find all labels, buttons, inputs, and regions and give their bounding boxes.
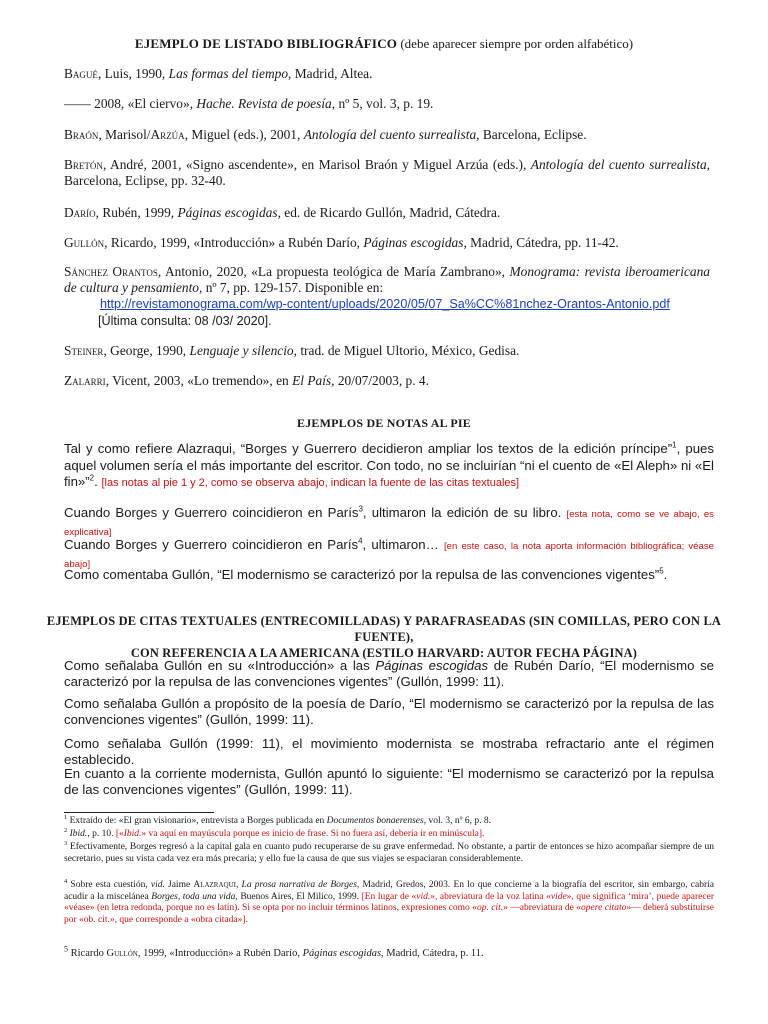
citation-paragraph-3: Como señalaba Gullón (1999: 11), el movimiento modernista se mostraba refractario ante el régimen establecido.: [64, 736, 714, 767]
example-paragraph-2: [64, 505, 714, 541]
entry-title: Monograma: revista iberoamericana de cultura y pensamiento: [64, 264, 710, 295]
entry-text: , Marisol/: [98, 127, 151, 142]
bib-entry: [64, 235, 710, 251]
bib-entry: [64, 343, 710, 359]
entry-text: , Madrid, Altea.: [288, 66, 373, 81]
entry-text: , Barcelona, Eclipse.: [476, 127, 587, 142]
entry-surname: Steiner: [64, 343, 104, 358]
example-paragraph-4: [64, 567, 714, 583]
footnote-text: , Buenos Aires, El Milico, 1999.: [235, 891, 362, 902]
paragraph-text: de Rubén Darío, “El modernismo se caracterizó por la repulsa de las convenciones vigentes” (Gullón, 1999: 11).: [64, 658, 715, 689]
entry-title: Antología del cuento surrealista: [303, 127, 477, 142]
bib-entry: [64, 66, 710, 82]
entry-surname: Sánchez Orantos: [64, 264, 158, 279]
bib-entry: [64, 157, 710, 189]
section-heading: EJEMPLOS DE NOTAS AL PIE: [297, 416, 471, 430]
footnote-author: Gullón: [106, 948, 138, 959]
entry-title: Hache. Revista de poesía: [196, 96, 332, 111]
footnote-text: Jaime: [164, 880, 194, 890]
footnote-red-note: » —abreviatura de «: [503, 903, 582, 913]
entry-title: El País: [292, 373, 332, 388]
entry-text: , 20/07/2003, p. 4.: [331, 373, 429, 388]
footnote-text: , Madrid, Gredos, 2003. En lo que concierne a la biografía del escritor, sin embargo, cabría acudir a la miscelánea: [64, 880, 714, 902]
entry-text: , nº 5, vol. 3, p. 19.: [331, 96, 434, 111]
cited-title: Páginas escogidas: [375, 658, 489, 673]
footnote-text: , 1999, «Introducción» a Rubén Darío,: [137, 948, 303, 959]
paragraph-text: , ultimaron…: [362, 537, 439, 552]
entry-text: , Ricardo, 1999, «Introducción» a Rubén Darío,: [104, 235, 364, 250]
footnote-title: Documentos bonaerenses: [326, 816, 424, 826]
citation-paragraph-2: Como señalaba Gullón a propósito de la poesía de Darío, “El modernismo se caracterizó por la repulsa de las convenciones vigentes” (Gullón, 1999: 11).: [64, 696, 714, 727]
bib-entry: [64, 127, 710, 143]
entry-dash: ——: [64, 96, 91, 111]
entry-text: , Rubén, 1999,: [95, 205, 178, 220]
paragraph-text: Como señalaba Gullón en su «Introducción» a las: [64, 658, 376, 673]
section-heading-line-1: EJEMPLOS DE CITAS TEXTUALES (ENTRECOMILLADAS) Y PARAFRASEADAS (SIN COMILLAS, PERO CON LA FUENTE),: [46, 614, 722, 644]
footnote-author: Alazraqui: [193, 880, 236, 890]
source-link[interactable]: http://revistamonograma.com/wp-content/uploads/2020/05/07_Sa%CC%81nchez-Orantos-Antonio.pdf: [100, 297, 670, 311]
entry-text: , Miguel (eds.), 2001,: [184, 127, 304, 142]
example-paragraph-1: [64, 441, 714, 492]
entry-text: , Luis, 1990,: [97, 66, 169, 81]
footnote-ref[interactable]: 2: [89, 473, 95, 483]
editor-note: [las notas al pie 1 y 2, como se observa abajo, indican la fuente de las citas textuales]: [101, 477, 520, 489]
entry-surname: Bretón: [64, 157, 103, 172]
entry-title: Las formas del tiempo: [168, 66, 289, 81]
footnote-title: Páginas escogidas: [302, 948, 382, 959]
entry-surname: Braón: [64, 127, 99, 142]
footnote-ref[interactable]: 5: [659, 566, 664, 576]
footnote-text: Sobre esta cuestión,: [67, 880, 151, 890]
footnote-3: [64, 839, 714, 865]
bib-entry: [64, 264, 710, 296]
entry-surname: Arzúa: [150, 127, 185, 142]
footnote-examples-heading: [40, 416, 728, 431]
citation-paragraph-1: [64, 658, 714, 690]
paragraph-text: .: [94, 474, 98, 489]
footnote-number: 2: [64, 826, 68, 834]
bib-entry: [64, 96, 710, 112]
bibliography-heading-note: (debe aparecer siempre por orden alfabético): [400, 36, 634, 51]
footnote-red-note: »— deberá substituirse por «ob. cit.», que corresponde a «obra citada»].: [64, 903, 714, 925]
footnote-text: , p. 10.: [87, 829, 116, 839]
entry-title: Lenguaje y silencio: [189, 343, 294, 358]
footnote-number: 5: [64, 944, 68, 954]
footnote-2: [64, 826, 714, 841]
footnote-text: Ricardo: [68, 948, 107, 959]
footnote-5: [64, 944, 714, 960]
footnote-text: , vol. 3, nº 6, p. 8.: [423, 816, 492, 826]
paragraph-text: .: [663, 567, 668, 582]
footnote-red-note: vid.: [416, 891, 431, 902]
paragraph-text: Cuando Borges y Guerrero coincidieron en París: [64, 505, 359, 520]
footnote-ref[interactable]: 1: [672, 440, 677, 450]
bibliography-heading: [40, 36, 728, 52]
entry-text: , André, 2001, «Signo ascendente», en Marisol Braón y Miguel Arzúa (eds.),: [102, 157, 531, 172]
entry-title: Páginas escogidas: [363, 235, 464, 250]
footnote-red-note: » va aquí en mayúscula porque es inicio de frase. Si no fuera así, debería ir en minúscula].: [141, 829, 485, 839]
footnote-text: ,: [235, 880, 242, 890]
footnote-4: [64, 877, 714, 926]
paragraph-text: , pues aquel volumen sería el más importante del escritor. Con todo, no se incluirían “ni el cuento de «El Aleph» ni «El fin»”: [64, 441, 714, 489]
footnote-red-note: Ibid.: [123, 829, 142, 839]
footnote-separator: [64, 812, 214, 813]
entry-text: , Antonio, 2020, «La propuesta teológica de María Zambrano»,: [157, 264, 510, 279]
footnote-title: La prosa narrativa de Borges: [241, 880, 357, 890]
editor-note: [en este caso, la nota aporta información bibliográfica; véase abajo]: [64, 541, 714, 570]
footnote-red-note: vide: [550, 891, 567, 902]
bib-entry-link-line: [100, 296, 720, 312]
paragraph-text: Cuando Borges y Guerrero coincidieron en París: [64, 537, 359, 552]
entry-text: , George, 1990,: [103, 343, 190, 358]
entry-text: , Madrid, Cátedra, pp. 11-42.: [463, 235, 619, 250]
entry-surname: Zalarri: [64, 373, 106, 388]
footnote-red-note: », abreviatura de la voz latina «: [430, 891, 551, 902]
consult-date: [Última consulta: 08 /03/ 2020].: [98, 314, 272, 328]
footnote-number: 3: [64, 839, 68, 847]
bib-entry-consult: [98, 313, 718, 329]
entry-text: , trad. de Miguel Ultorio, México, Gedisa.: [293, 343, 520, 358]
footnote-abbrev: vid.: [150, 880, 165, 890]
entry-text: , ed. de Ricardo Gullón, Madrid, Cátedra.: [277, 205, 501, 220]
entry-surname: Gullón: [64, 235, 105, 250]
footnote-red-note: », que significa ‘mira’, puede aparecer «véase» (en letra redonda, porque no es latín). Si se opta por no incluir términos latinos, expresiones como «: [64, 891, 714, 913]
footnote-text: Extraído de: «El gran visionario», entrevista a Borges publicada en: [67, 816, 327, 826]
paragraph-text: Tal y como refiere Alazraqui, “Borges y Guerrero decidieron ampliar los textos de la edición príncipe”: [64, 441, 673, 456]
footnote-red-note: op. cit.: [476, 903, 504, 913]
bib-entry: [64, 205, 710, 221]
footnote-red-note: [En lugar de «: [361, 891, 417, 902]
footnote-number: 4: [64, 877, 68, 885]
entry-title: Páginas escogidas: [177, 205, 278, 220]
footnote-red-note: [«: [115, 829, 124, 839]
entry-text: 2008, «El ciervo»,: [90, 96, 197, 111]
entry-text: , Barcelona, Eclipse, pp. 32-40.: [64, 157, 710, 188]
paragraph-text: Como comentaba Gullón, “El modernismo se caracterizó por la repulsa de las convenciones vigentes”: [64, 567, 660, 582]
paragraph-text: , ultimaron la edición de su libro.: [362, 505, 562, 520]
footnote-red-note: opere citato: [581, 903, 627, 913]
footnote-number: 1: [64, 813, 68, 821]
entry-text: , nº 7, pp. 129-157. Disponible en:: [199, 280, 384, 295]
citation-examples-heading: [40, 613, 728, 661]
footnote-text: Efectivamente, Borges regresó a la capital gala en cuanto pudo recuperarse de su grave enfermedad. No obstante, a partir de entonces se hizo acompañar siempre de un secretario, pues su vista cada vez era más precaria; y ello fue la causa de que sus viajes se espaciaran considerablemente.: [64, 842, 714, 864]
bib-entry: [64, 373, 710, 389]
footnote-title: Borges, toda una vida: [151, 891, 236, 902]
entry-text: , Vicent, 2003, «Lo tremendo», en: [105, 373, 293, 388]
footnote-1: [64, 813, 714, 828]
footnote-text: , Madrid, Cátedra, p. 11.: [381, 948, 484, 959]
footnote-ref[interactable]: 3: [358, 504, 363, 514]
entry-surname: Bagué: [64, 66, 98, 81]
section-heading-line-2: CON REFERENCIA A LA AMERICANA (ESTILO HARVARD: AUTOR FECHA PÁGINA): [130, 646, 638, 660]
entry-title: Antología del cuento surrealista: [530, 157, 707, 172]
entry-surname: Darío: [64, 205, 96, 220]
bibliography-heading-title: EJEMPLO DE LISTADO BIBLIOGRÁFICO: [134, 36, 398, 51]
editor-note: [esta nota, como se ve abajo, es explicativa]: [64, 509, 714, 538]
footnote-ref[interactable]: 4: [358, 536, 363, 546]
footnote-abbrev: Ibid.: [69, 829, 88, 839]
citation-paragraph-4: En cuanto a la corriente modernista, Gullón apuntó lo siguiente: “El modernismo se caracterizó por la repulsa de las convenciones vigentes” (Gullón, 1999: 11).: [64, 766, 714, 797]
